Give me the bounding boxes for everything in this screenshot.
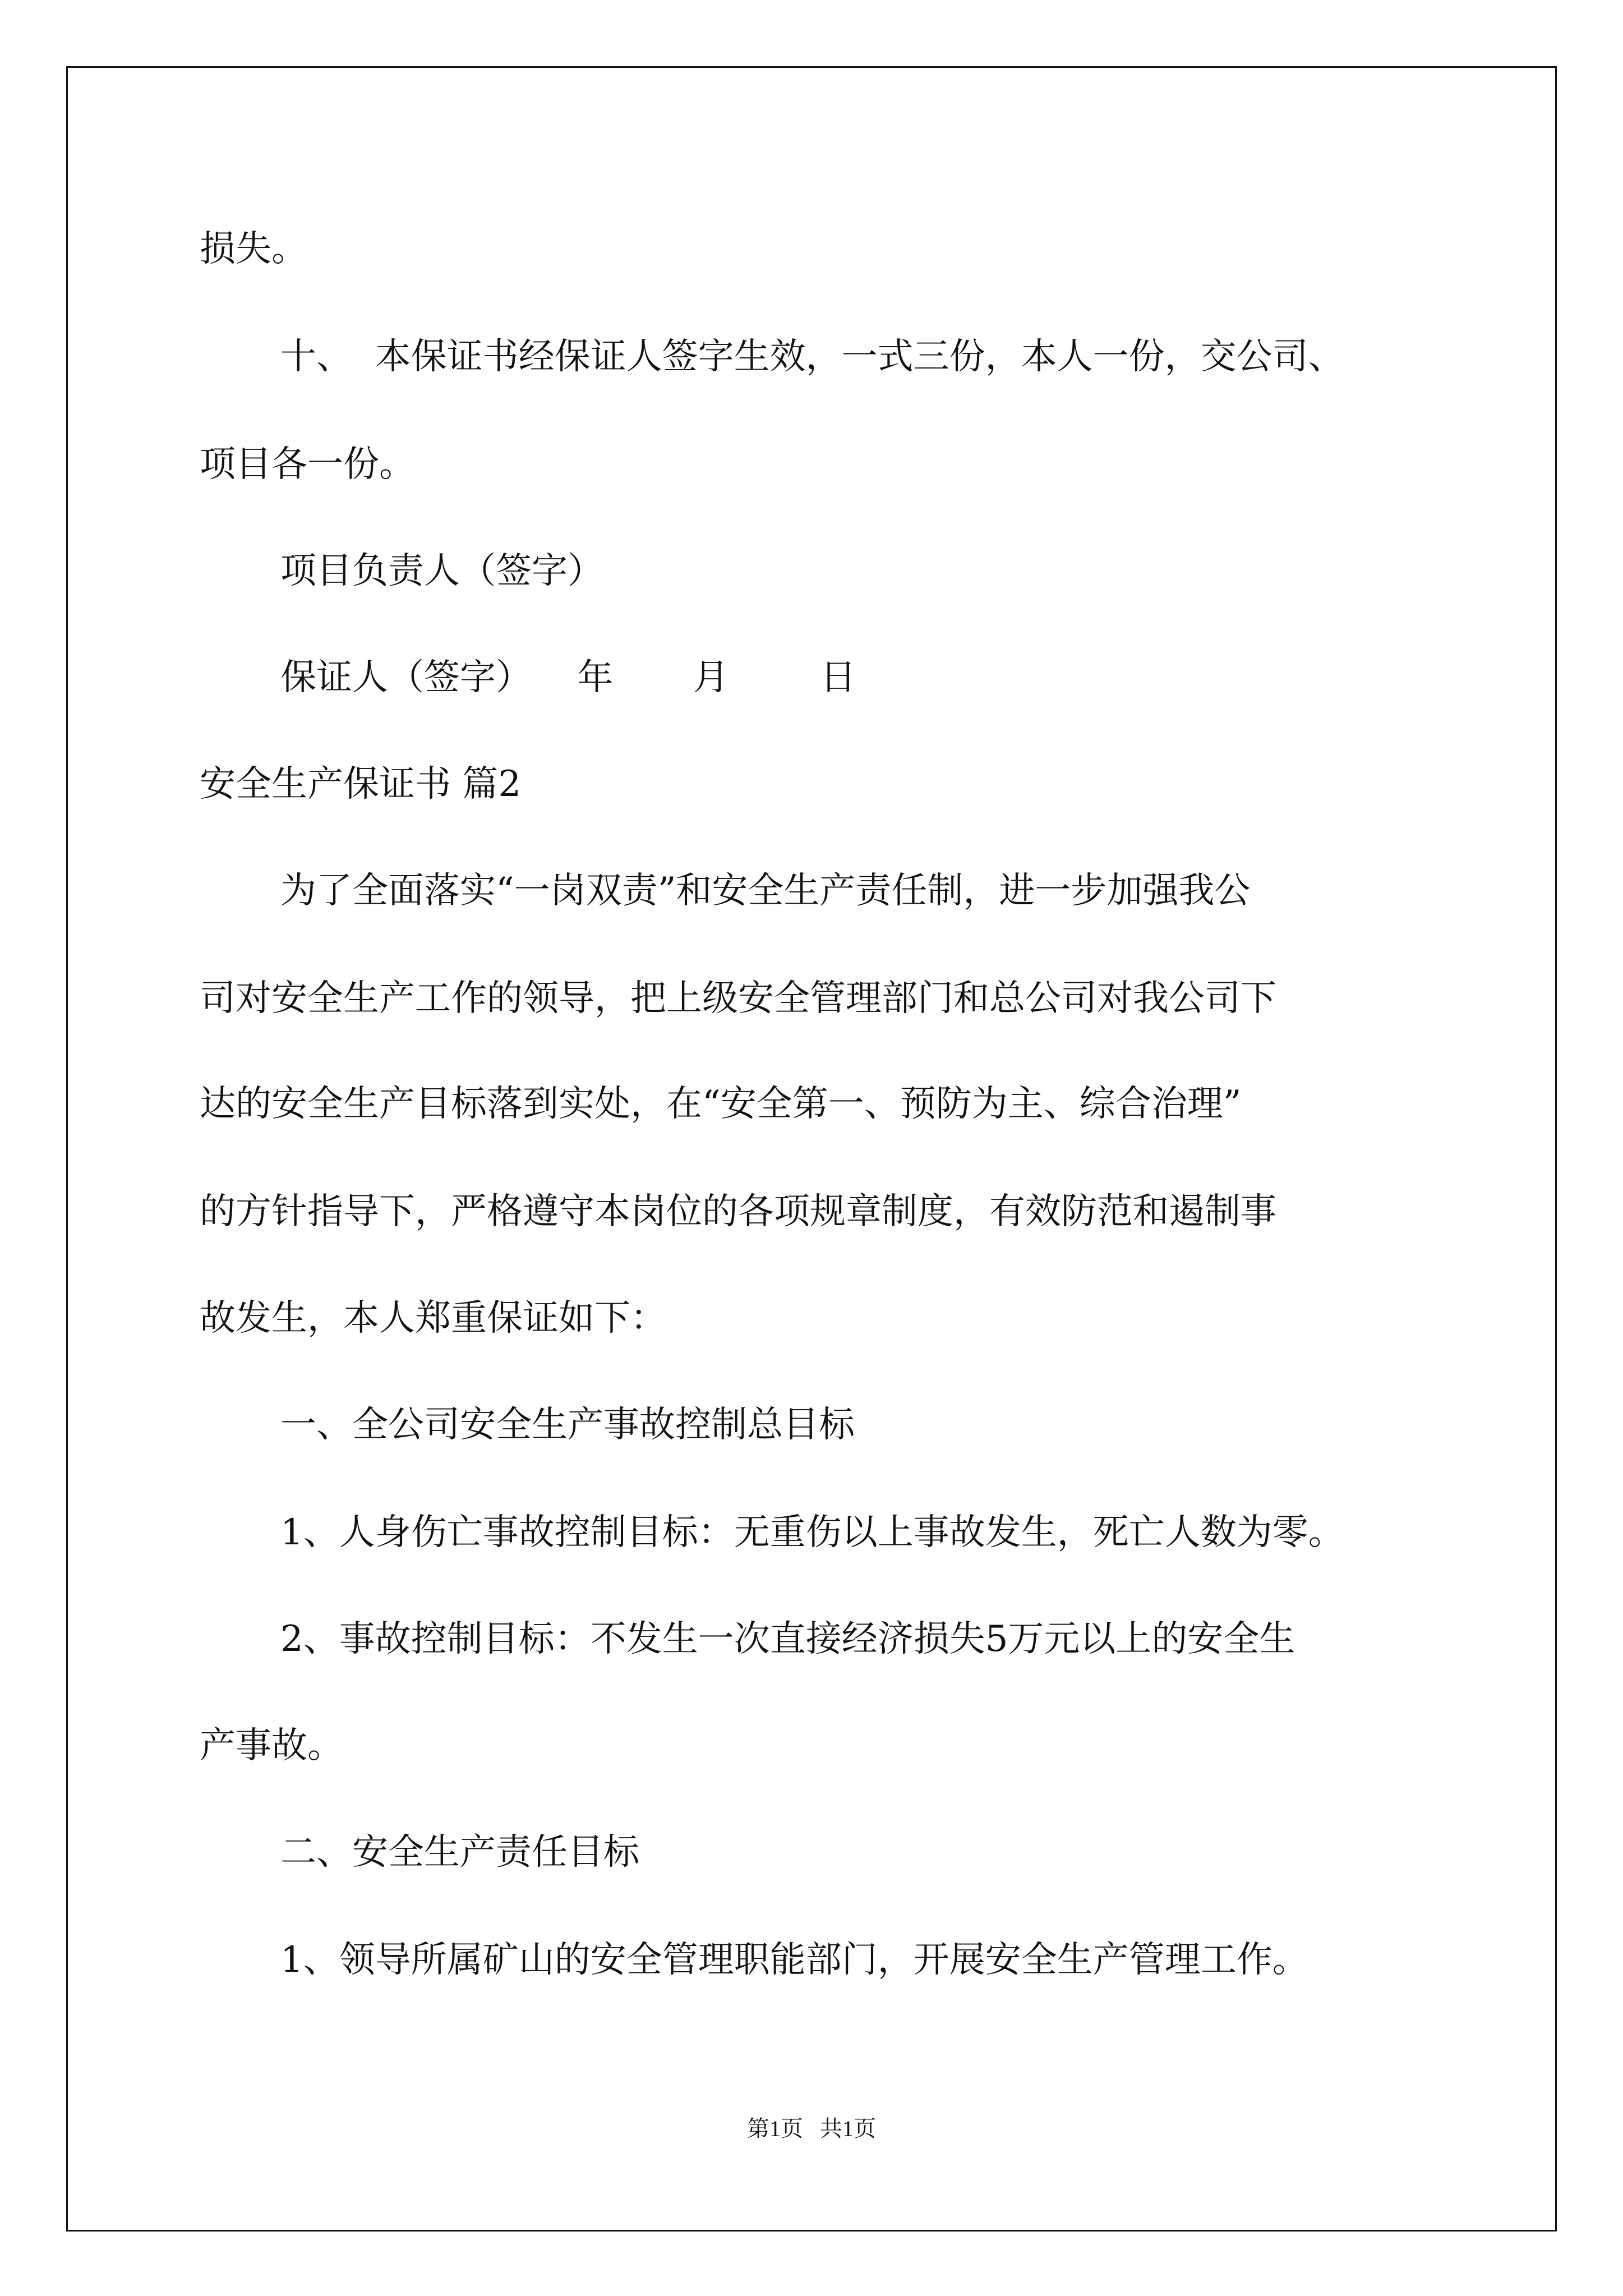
text-line: 保证人（签字） 年 月 日 [280,657,856,698]
text-line: 故发生，本人郑重保证如下： [200,1297,666,1339]
text-line: 产事故。 [200,1725,343,1766]
text-line: 十、 本保证书经保证人签字生效，一式三份，本人一份，交公司、 [280,336,1344,378]
text-line: 1、人身伤亡事故控制目标：无重伤以上事故发生，死亡人数为零。 [280,1512,1344,1553]
text-line: 2、事故控制目标：不发生一次直接经济损失5万元以上的安全生 [280,1618,1295,1660]
text-line: 项目负责人（签字） [280,550,603,592]
page-footer: 第1页 共1页 [747,2116,876,2141]
text-line: 司对安全生产工作的领导，把上级安全管理部门和总公司对我公司下 [200,978,1276,1019]
text-line: 一、全公司安全生产事故控制总目标 [280,1404,855,1446]
text-line: 1、领导所属矿山的安全管理职能部门，开展安全生产管理工作。 [280,1939,1308,1981]
text-line: 项目各一份。 [200,444,415,485]
page-border [66,66,1557,2231]
section-heading: 安全生产保证书 篇2 [200,763,522,805]
text-line: 为了全面落实“一岗双责”和安全生产责任制，进一步加强我公 [280,870,1251,912]
text-line: 损失。 [200,228,307,270]
text-line: 的方针指导下，严格遵守本岗位的各项规章制度，有效防范和遏制事 [200,1191,1276,1232]
text-line: 二、安全生产责任目标 [280,1832,639,1873]
text-line: 达的安全生产目标落到实处，在“安全第一、预防为主、综合治理” [200,1083,1242,1125]
